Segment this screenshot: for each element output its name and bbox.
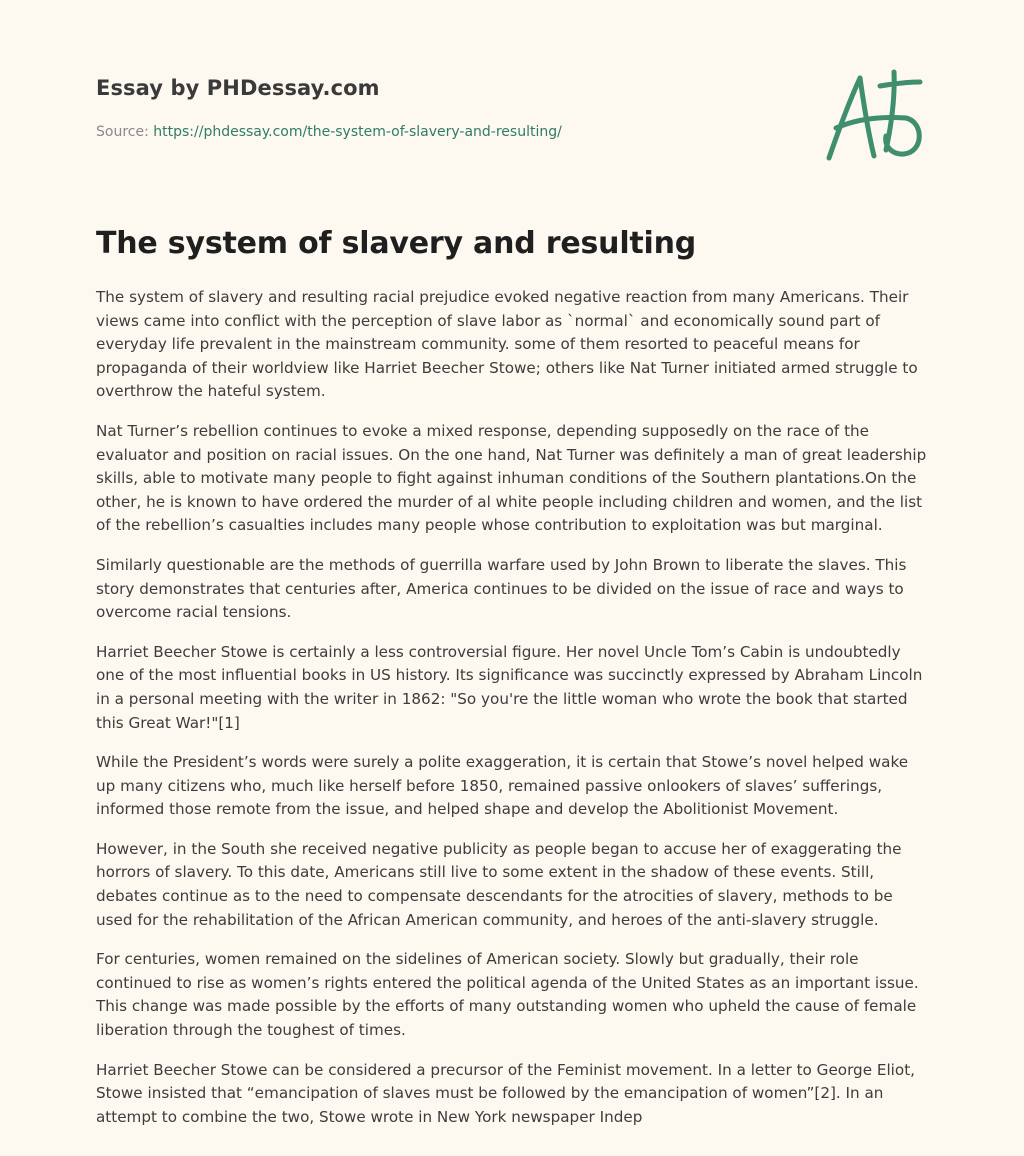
source-label: Source: (96, 124, 149, 140)
paragraph: For centuries, women remained on the sidelines of American society. Slowly but gradually, their role continued to rise as women’s rights entered the political agenda of the United States as an important issue. This change was made possible by the efforts of many outstanding women who upheld the cause of female liberation through the toughest of times. (96, 950, 919, 1040)
a-plus-grade-icon (820, 66, 930, 166)
page-title: The system of slavery and resulting (96, 226, 697, 261)
paragraph: Harriet Beecher Stowe can be considered a precursor of the Feminist movement. In a letter to George Eliot, Stowe insisted that “emancipation of slaves must be followed by the emancipation of women”[2]. In an attempt to combine the two, Stowe wrote in New York newspaper Indep (96, 1060, 915, 1126)
source-line (96, 124, 562, 140)
paragraph: Harriet Beecher Stowe is certainly a less controversial figure. Her novel Uncle Tom’s Cabin is undoubtedly one of the most influential books in US history. Its significance was succinctly expressed by Abraham Lincoln in a personal meeting with the writer in 1862: "So you're the little woman who wrote the book that started this Great War!"[1] (96, 642, 923, 732)
source-link[interactable]: https://phdessay.com/the-system-of-slavery-and-resulting/ (153, 124, 562, 140)
paragraph: While the President’s words were surely a polite exaggeration, it is certain that Stowe’s novel helped wake up many citizens who, much like herself before 1850, remained passive onlookers of slaves’ sufferings, informed those remote from the issue, and helped shape and develop the Abolitionist Movement. (96, 753, 909, 819)
article-body (96, 286, 928, 1145)
header-brand: Essay by PHDessay.com (96, 76, 380, 100)
paragraph: The system of slavery and resulting racial prejudice evoked negative reaction from many Americans. Their views came into conflict with the perception of slave labor as `normal` and economically sound part of everyday life prevalent in the mainstream community. some of them resorted to peaceful means for propaganda of their worldview like Harriet Beecher Stowe; others like Nat Turner initiated armed struggle to overthrow the hateful system. (96, 288, 918, 401)
paragraph: Nat Turner’s rebellion continues to evoke a mixed response, depending supposedly on the race of the evaluator and position on racial issues. On the one hand, Nat Turner was definitely a man of great leadership skills, able to motivate many people to fight against inhuman conditions of the Southern plantations.On the other, he is known to have ordered the murder of al white people including children and women, and the list of the rebellion’s casualties includes many people whose contribution to exploitation was but marginal. (96, 421, 927, 535)
paragraph: Similarly questionable are the methods of guerrilla warfare used by John Brown to liberate the slaves. This story demonstrates that centuries after, America continues to be divided on the issue of race and ways to overcome racial tensions. (96, 555, 907, 622)
paragraph: However, in the South she received negative publicity as people began to accuse her of exaggerating the horrors of slavery. To this date, Americans still live to some extent in the shadow of these events. Still, debates continue as to the need to compensate descendants for the atrocities of slavery, methods to be used for the rehabilitation of the African American community, and heroes of the anti-slavery struggle. (96, 839, 902, 929)
